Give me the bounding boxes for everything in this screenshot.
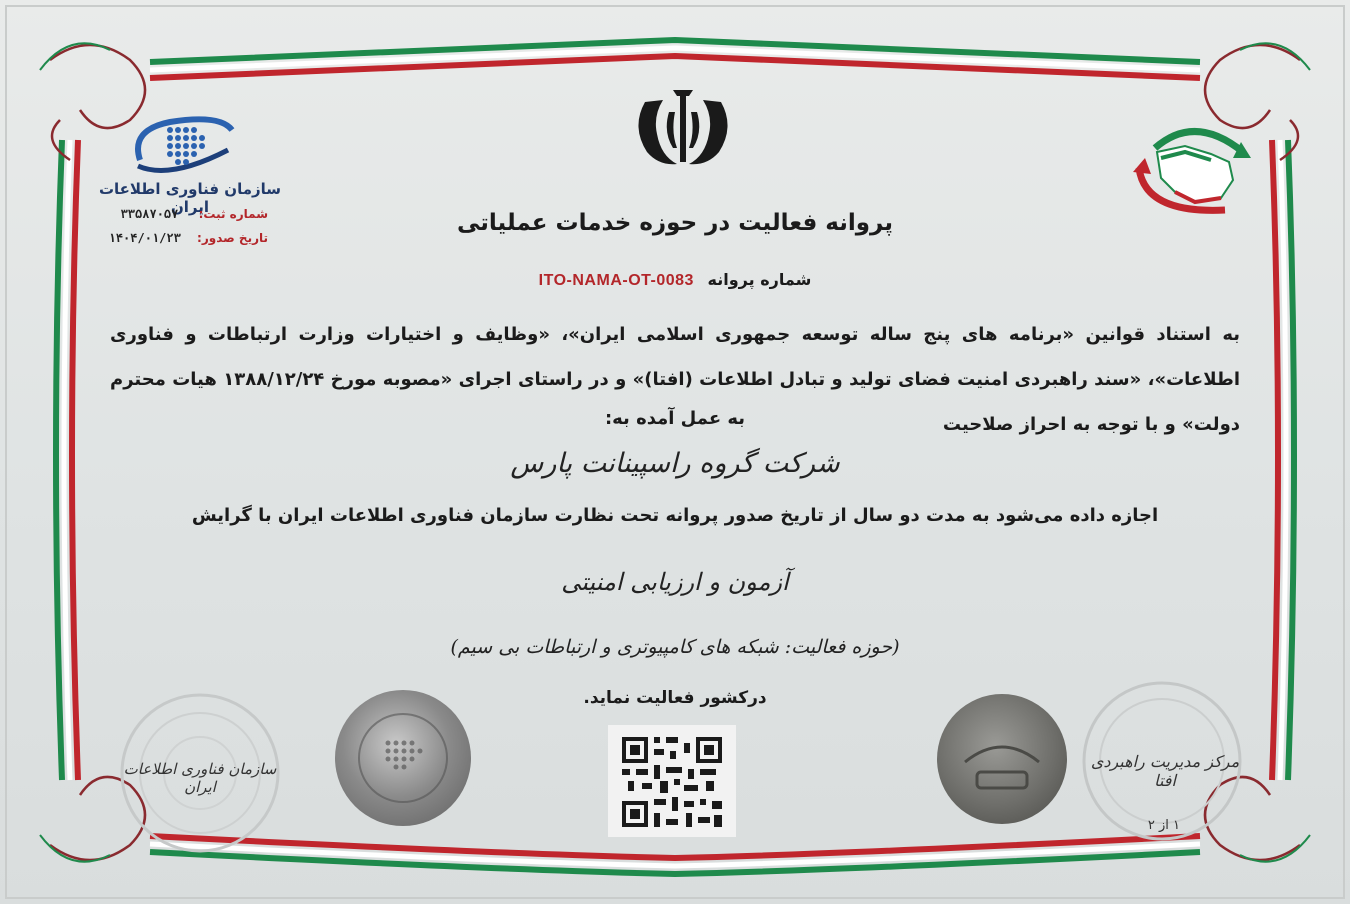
ito-logo-icon [130,110,240,182]
registration-number-value: ۳۳۵۸۷۰۵۷ [120,207,179,221]
granted-to-label: به عمل آمده به: [604,408,746,429]
national-emblem-icon [633,82,733,172]
license-code: ITO-NAMA-OT-0083 [538,272,694,289]
page-indicator: ۱ از ۲ [1147,818,1180,833]
registration-number-label: شماره ثبت: [198,207,268,221]
qr-code-icon [608,725,736,837]
license-number-label: شماره پروانه [707,270,812,289]
hologram-seal-left [333,688,473,828]
certificate-title: پروانه فعالیت در حوزه خدمات عملیاتی [457,210,893,236]
company-name: شرکت گروه راسپینانت پارس [510,448,840,479]
hologram-seal-right [935,692,1069,826]
organization-name: سازمان فناوری اطلاعات ایران [98,180,282,216]
permission-text: اجازه داده می‌شود به مدت دو سال از تاریخ صدور پروانه تحت نظارت سازمان فناوری اطلاعات ایران با گرایش [191,505,1159,526]
issue-date-value: ۱۴۰۴/۰۱/۲۳ [108,231,181,245]
right-stamp-label: مرکز مدیریت راهبردی افتا [1090,752,1240,790]
specialty-field: آزمون و ارزیابی امنیتی [561,568,789,596]
country-activity-line: درکشور فعالیت نماید. [583,688,767,708]
license-number-line [0,270,1350,290]
qr-code-panel[interactable] [608,725,736,837]
left-stamp-label: سازمان فناوری اطلاعات ایران [123,760,277,796]
issue-date-label: تاریخ صدور: [197,231,268,245]
certificate-body: به استناد قوانین «برنامه های پنج ساله توسعه جمهوری اسلامی ایران»، «وظایف و اختیارات وزارت ارتباطات و فناوری اطلاعات»، «سند راهبردی امنیت فضای تولید و تبادل اطلاعات (افتا)» و در راستای اجرای «مصوبه مورخ ۱۳۸۸/۱۲/۲۴ هیات محترم دولت» و با توجه به احراز صلاحیت [110,324,1241,435]
activity-scope: (حوزه فعالیت: شبکه های کامپیوتری و ارتباطات بی سیم) [450,636,900,658]
